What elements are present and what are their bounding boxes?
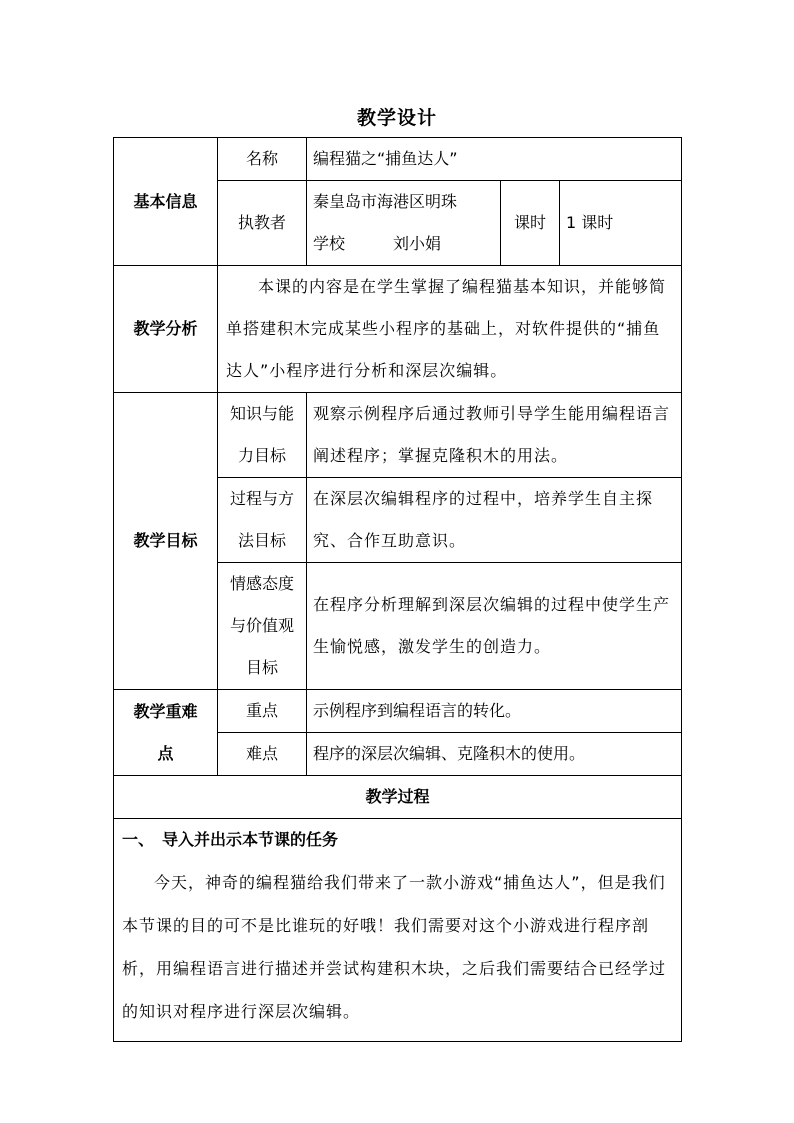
key-point-row	[114, 690, 682, 733]
goal-label-emotion-line-2: 与价值观	[229, 616, 294, 635]
goal-text-process: 在深层次编辑程序的过程中，培养学生自主探究、合作互助意识。	[307, 478, 682, 563]
goal-row-knowledge	[114, 393, 682, 478]
basic-info-header: 基本信息	[114, 138, 218, 266]
key-points-header-line-2: 点	[157, 743, 174, 763]
section-1-text: 今天，神奇的编程猫给我们带来了一款小游戏“捕鱼达人”，但是我们本节课的目的可不是比谁玩的好哦！我们需要对这个小游戏进行程序剖析，用编程语言进行描述并尝试构建积木块，之后我们需要结合已经学过的知识对程序进行深层次编辑。	[122, 873, 667, 1021]
period-value: 1 课时	[560, 181, 682, 266]
analysis-text: 本课的内容是在学生掌握了编程猫基本知识，并能够简单搭建积木完成某些小程序的基础上，对软件提供的“捕鱼达人”小程序进行分析和深层次编辑。	[218, 266, 682, 393]
goal-label-emotion-line-1: 情感态度	[229, 574, 294, 593]
key-point-label: 重点	[218, 690, 307, 733]
analysis-header: 教学分析	[114, 266, 218, 393]
goals-header: 教学目标	[114, 393, 218, 690]
key-points-header-line-1: 教学重难	[133, 701, 198, 721]
lesson-plan-table	[113, 137, 682, 1042]
goal-label-process	[218, 478, 307, 563]
period-label: 课时	[501, 181, 560, 266]
page-title: 教学设计	[356, 107, 437, 129]
difficult-point-label: 难点	[218, 733, 307, 776]
goal-label-emotion	[218, 563, 307, 690]
analysis-row	[114, 266, 682, 393]
section-1-title: 一、 导入并出示本节课的任务	[122, 830, 339, 849]
teacher-value	[307, 181, 501, 266]
difficult-point-text: 程序的深层次编辑、克隆积木的使用。	[307, 733, 682, 776]
teacher-line-1: 秦皇岛市海港区明珠	[313, 192, 458, 211]
goal-label-knowledge-line-2: 力目标	[237, 446, 286, 465]
goal-label-knowledge-line-1: 知识与能	[229, 404, 294, 423]
name-label: 名称	[218, 138, 307, 181]
teacher-line-2: 学校 刘小娟	[313, 234, 442, 253]
name-value: 编程猫之“捕鱼达人”	[307, 138, 682, 181]
process-header: 教学过程	[114, 776, 682, 819]
process-body-row	[114, 819, 682, 1042]
goal-label-process-line-2: 法目标	[237, 531, 286, 550]
teacher-label: 执教者	[218, 181, 307, 266]
key-point-text: 示例程序到编程语言的转化。	[307, 690, 682, 733]
basic-info-row-name	[114, 138, 682, 181]
goal-text-knowledge: 观察示例程序后通过教师引导学生能用编程语言阐述程序；掌握克隆积木的用法。	[307, 393, 682, 478]
goal-label-knowledge	[218, 393, 307, 478]
goal-text-emotion: 在程序分析理解到深层次编辑的过程中使学生产生愉悦感，激发学生的创造力。	[307, 563, 682, 690]
process-header-row	[114, 776, 682, 819]
key-points-header	[114, 690, 218, 776]
goal-label-emotion-line-3: 目标	[245, 658, 278, 677]
goal-label-process-line-1: 过程与方	[229, 489, 294, 508]
process-body	[114, 819, 682, 1042]
